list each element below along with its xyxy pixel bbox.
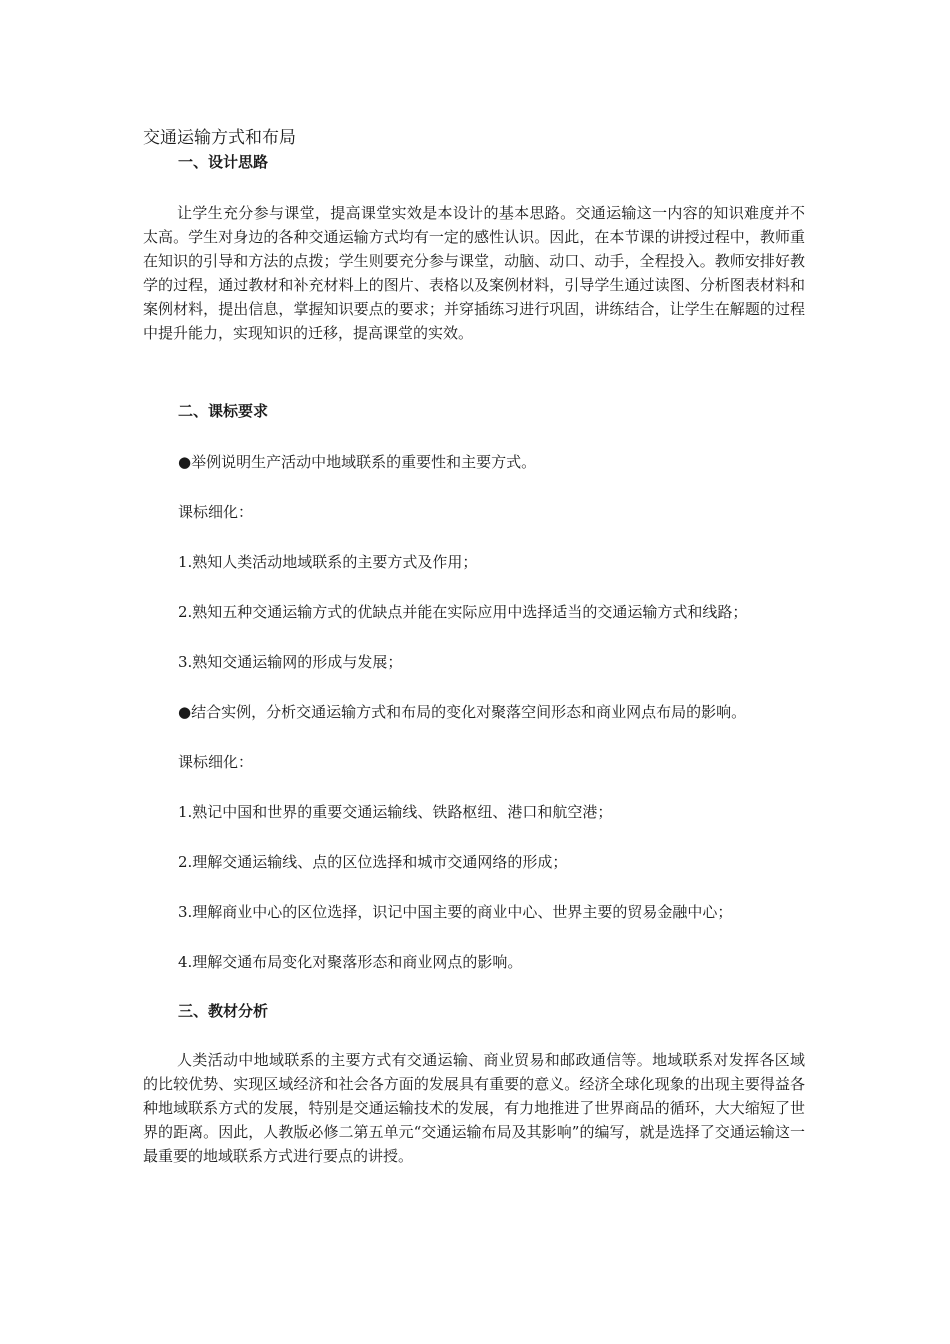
document-title: 交通运输方式和布局 (143, 128, 296, 148)
refinement-label-1: 课标细化： (178, 503, 254, 521)
refinement-item: 3.理解商业中心的区位选择，识记中国主要的商业中心、世界主要的贸易金融中心； (178, 903, 733, 921)
refinement-item: 1.熟记中国和世界的重要交通运输线、铁路枢纽、港口和航空港； (178, 803, 613, 821)
refinement-item: 2.理解交通运输线、点的区位选择和城市交通网络的形成； (178, 853, 568, 871)
standard-requirement-2: ●结合实例，分析交通运输方式和布局的变化对聚落空间形态和商业网点布局的影响。 (178, 703, 747, 721)
refinement-item: 1.熟知人类活动地域联系的主要方式及作用； (178, 553, 478, 571)
section-paragraph-textbook: 人类活动中地域联系的主要方式有交通运输、商业贸易和邮政通信等。地域联系对发挥各区域的比较优势、实现区域经济和社会各方面的发展具有重要的意义。经济全球化现象的出现主要得益各种地域联系方式的发展，特别是交通运输技术的发展，有力地推进了世界商品的循环，大大缩短了世界的距离。因此，人教版必修二第五单元“交通运输布局及其影响”的编写，就是选择了交通运输这一最重要的地域联系方式进行要点的讲授。 (143, 1051, 805, 1165)
refinement-item: 2.熟知五种交通运输方式的优缺点并能在实际应用中选择适当的交通运输方式和线路； (178, 603, 748, 621)
section-heading-design: 一、设计思路 (178, 153, 269, 171)
refinement-label-2: 课标细化： (178, 753, 254, 771)
refinement-item: 4.理解交通布局变化对聚落形态和商业网点的影响。 (178, 953, 523, 971)
section-heading-standards: 二、课标要求 (178, 402, 269, 420)
section-heading-textbook: 三、教材分析 (178, 1002, 269, 1020)
standard-requirement-1: ●举例说明生产活动中地域联系的重要性和主要方式。 (178, 453, 537, 471)
refinement-item: 3.熟知交通运输网的形成与发展； (178, 653, 403, 671)
section-paragraph-design: 让学生充分参与课堂，提高课堂实效是本设计的基本思路。交通运输这一内容的知识难度并不太高。学生对身边的各种交通运输方式均有一定的感性认识。因此，在本节课的讲授过程中，教师重在知识的引导和方法的点拨；学生则要充分参与课堂，动脑、动口、动手，全程投入。教师安排好教学的过程，通过教材和补充材料上的图片、表格以及案例材料，引导学生通过读图、分析图表材料和案例材料，提出信息，掌握知识要点的要求；并穿插练习进行巩固，讲练结合，让学生在解题的过程中提升能力，实现知识的迁移，提高课堂的实效。 (143, 204, 805, 342)
